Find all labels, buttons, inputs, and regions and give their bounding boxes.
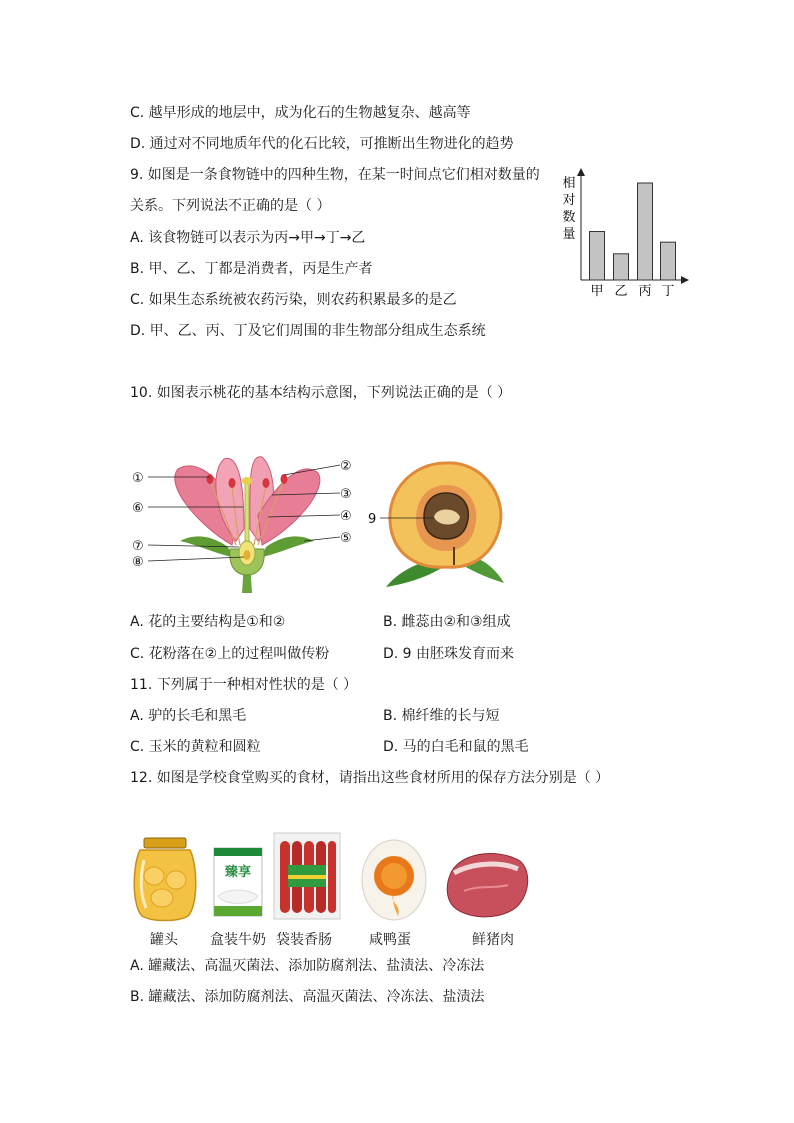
y-axis-label-char: 量 [562,227,576,242]
label-9: 9 [368,512,377,527]
q9-stem-line1: 9. 如图是一条食物链中的四种生物，在某一时间点它们相对数量的 [130,167,540,183]
q11-option-c: C. 玉米的黄粒和圆粒 [130,739,261,755]
q10-option-c: C. 花粉落在②上的过程叫做传粉 [130,646,330,662]
label-4: ④ [340,509,352,524]
q12-stem: 12. 如图是学校食堂购买的食材，请指出这些食材所用的保存方法分别是（ ） [130,770,610,786]
q9-option-a: A. 该食物链可以表示为丙→甲→丁→乙 [130,230,366,246]
q10-option-d: D. 9 由胚珠发育而来 [383,646,515,662]
bar-丁 [661,242,676,280]
peach-half [144,867,164,885]
q12-option-b: B. 罐藏法、添加防腐剂法、高温灭菌法、冷冻法、盐渍法 [130,989,485,1005]
peach-half [151,889,173,907]
egg-yolk-center [381,863,407,889]
q11-option-d: D. 马的白毛和鼠的黑毛 [383,739,529,755]
bagged-sausage-image [272,831,342,921]
food-chain-bar-chart [555,165,705,305]
q10-stem: 10. 如图表示桃花的基本结构示意图，下列说法正确的是（ ） [130,385,512,401]
y-axis-label-char: 对 [562,193,576,208]
food-label-sausage: 袋装香肠 [276,932,332,948]
q8-option-c: C. 越早形成的地层中，成为化石的生物越复杂、越高等 [130,105,471,121]
bar-乙 [614,254,629,280]
label-5: ⑤ [340,531,352,546]
stamen-anther [263,478,270,488]
pistil-style [245,483,249,541]
y-axis-label [562,175,575,242]
x-tick-label: 丙 [638,284,652,299]
q9-option-c: C. 如果生态系统被农药污染，则农药积累最多的是乙 [130,292,457,308]
y-axis-label-char: 相 [562,176,576,191]
milk-box [214,848,262,916]
ovule [244,550,251,560]
label-2: ② [340,459,352,474]
label-8: ⑧ [132,555,144,570]
pistil-stigma [242,477,252,485]
q10-option-a: A. 花的主要结构是①和② [130,614,286,630]
peach-half [166,871,186,889]
y-axis-arrow [577,168,585,176]
milk-splash [218,890,258,904]
q9-stem-line2: 关系。下列说法不正确的是（ ） [130,198,331,214]
x-tick-label: 乙 [614,284,628,299]
label-1: ① [132,471,144,486]
peach-fruit-diagram [362,455,512,595]
stamen-anther [281,474,288,484]
x-axis-arrow [681,276,689,284]
fresh-pork-image [444,845,532,923]
label-3: ③ [340,487,352,502]
q12-option-a: A. 罐藏法、高温灭菌法、添加防腐剂法、盐渍法、冷冻法 [130,958,485,974]
label-6: ⑥ [132,501,144,516]
q8-option-d: D. 通过对不同地质年代的化石比较，可推断出生物进化的趋势 [130,136,514,152]
food-label-pork: 鲜猪肉 [472,932,514,948]
stamen-anther [207,474,214,484]
sausage [328,841,336,913]
stamen-anther [229,478,236,488]
food-label-egg: 咸鸭蛋 [369,932,411,948]
boxed-milk-image [212,846,264,918]
q9-option-b: B. 甲、乙、丁都是消费者，丙是生产者 [130,261,373,277]
jar-lid [144,838,186,848]
milk-box-top-band [214,848,262,856]
food-label-milk: 盒装牛奶 [210,932,266,948]
x-tick-label: 丁 [661,284,675,299]
q9-option-d: D. 甲、乙、丙、丁及它们周围的非生物部分组成生态系统 [130,323,486,339]
x-tick-label: 甲 [590,284,604,299]
q10-option-b: B. 雌蕊由②和③组成 [383,614,511,630]
bar-丙 [638,183,653,280]
leader-line [148,557,244,561]
y-axis-label-char: 数 [562,210,576,225]
q11-stem: 11. 下列属于一种相对性状的是（ ） [130,677,358,693]
sausage-label-stripe [288,875,326,879]
label-7: ⑦ [132,539,144,554]
q11-option-b: B. 棉纤维的长与短 [383,708,500,724]
peach-flower-diagram [128,445,368,595]
salted-duck-egg-image [358,836,430,922]
milk-brand: 臻享 [224,865,252,880]
canned-fruit-image [132,836,198,922]
bar-甲 [590,232,605,281]
food-label-canned: 罐头 [150,932,178,948]
q11-option-a: A. 驴的长毛和黑毛 [130,708,247,724]
milk-box-grass [214,906,262,916]
